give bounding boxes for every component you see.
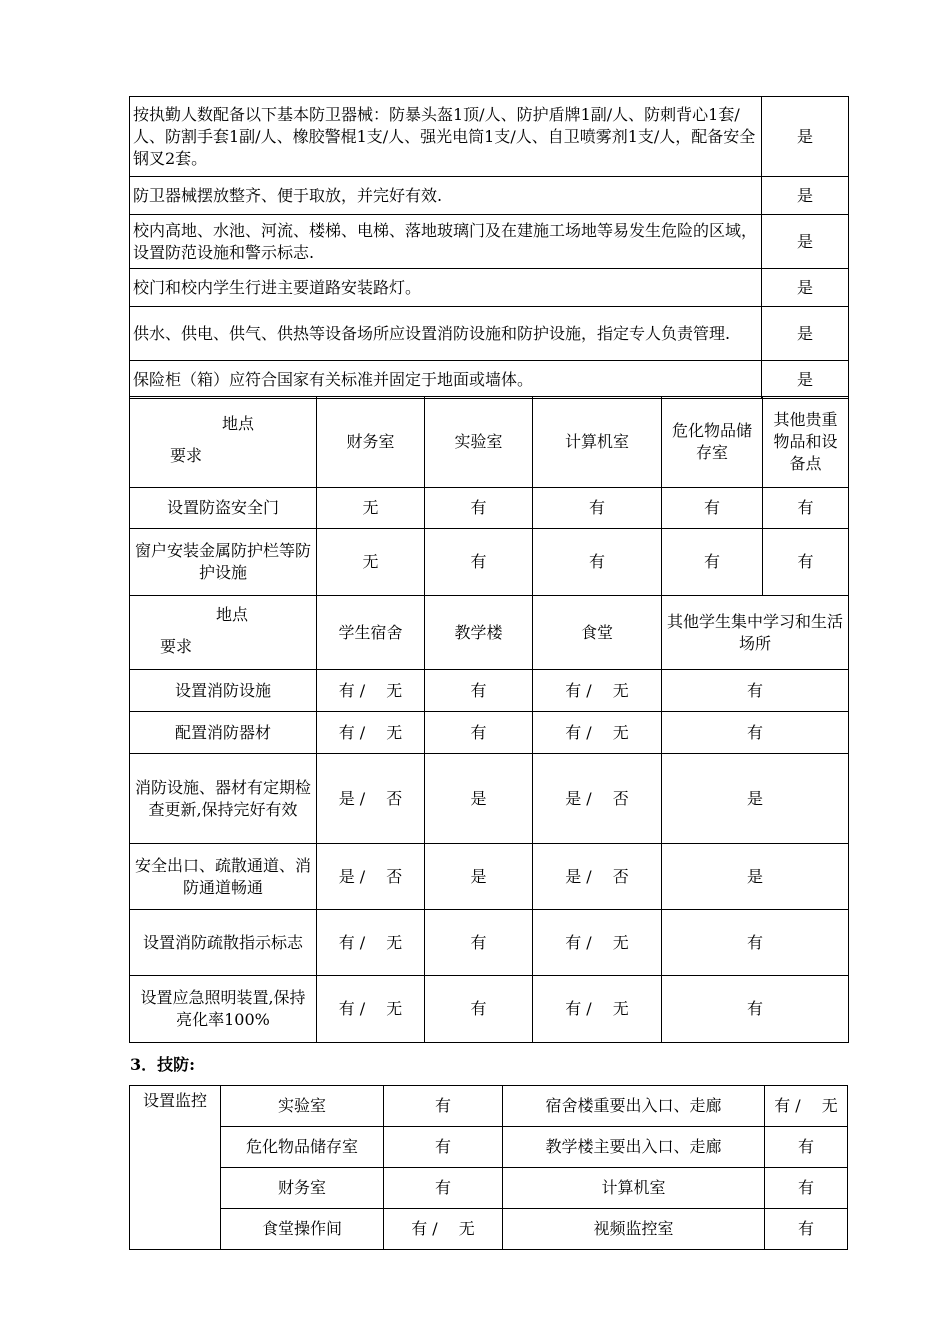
fire-protection-table [129,595,849,1043]
cell-value: 有 [662,670,849,712]
cell-value: 有 / 无 [317,712,425,754]
check-item-text: 供水、供电、供气、供热等设备场所应设置消防设施和防护设施，指定专人负责管理. [130,307,762,361]
cell-value: 是 / 否 [317,754,425,844]
cell-value: 有 / 无 [533,712,662,754]
cell-value: 有 [763,529,849,596]
table-row [130,1127,848,1168]
cell-value: 有 [533,529,662,596]
table-row [130,1168,848,1209]
checklist-row [130,269,849,307]
monitor-value: 有 / 无 [765,1086,848,1127]
cell-value: 有 / 无 [533,670,662,712]
checklist-row [130,97,849,177]
col-header: 财务室 [317,397,425,488]
monitor-value: 有 [765,1168,848,1209]
monitor-value: 有 [384,1168,503,1209]
fire-header-row [130,596,849,670]
header-requirement-label: 要求 [170,446,203,465]
table-row [130,976,849,1043]
col-header: 实验室 [425,397,533,488]
check-item-result: 是 [762,361,849,399]
cell-value: 有 [425,910,533,976]
row-label: 设置应急照明装置,保持亮化率100% [130,976,317,1043]
row-label: 安全出口、疏散通道、消防通道畅通 [130,844,317,910]
cell-value: 有 [425,488,533,529]
cell-value: 是 [662,844,849,910]
col-header: 其他学生集中学习和生活场所 [662,596,849,670]
row-label: 配置消防器材 [130,712,317,754]
header-location-label: 地点 [222,414,255,433]
table-row [130,529,849,596]
cell-value: 有 [662,488,763,529]
monitor-location: 计算机室 [503,1168,765,1209]
cell-value: 有 [533,488,662,529]
theft-protection-table [129,396,849,596]
cell-value: 有 [662,976,849,1043]
row-label: 设置消防设施 [130,670,317,712]
cell-value: 有 [425,976,533,1043]
check-item-text: 按执勤人数配备以下基本防卫器械：防暴头盔1顶/人、防护盾牌1副/人、防刺背心1套/人、防割手套1副/人、橡胶警棍1支/人、强光电筒1支/人、自卫喷雾剂1支/人，配备安全钢叉2套。 [130,97,762,177]
cell-value: 是 [425,754,533,844]
cell-value: 有 [662,529,763,596]
check-item-text: 校门和校内学生行进主要道路安装路灯。 [130,269,762,307]
header-corner [130,596,317,670]
cell-value: 有 [425,712,533,754]
cell-value: 有 / 无 [317,670,425,712]
table-row [130,754,849,844]
monitor-value: 有 [384,1086,503,1127]
cell-value: 有 [662,910,849,976]
cell-value: 是 / 否 [533,754,662,844]
check-item-result: 是 [762,269,849,307]
check-item-text: 保险柜（箱）应符合国家有关标准并固定于地面或墙体。 [130,361,762,399]
checklist-row [130,361,849,399]
cell-value: 有 / 无 [533,910,662,976]
monitor-location: 财务室 [221,1168,384,1209]
table-row [130,488,849,529]
monitor-value: 有 / 无 [384,1209,503,1250]
col-header: 食堂 [533,596,662,670]
table-row [130,844,849,910]
check-item-result: 是 [762,307,849,361]
theft-header-row [130,397,849,488]
check-item-result: 是 [762,177,849,215]
header-location-label: 地点 [216,605,249,624]
section-title: 3．技防: [130,1055,196,1074]
table-row [130,910,849,976]
monitor-location: 实验室 [221,1086,384,1127]
monitor-value: 有 [765,1209,848,1250]
cell-value: 有 [425,670,533,712]
checklist-row [130,215,849,269]
monitor-label: 设置监控 [130,1086,221,1250]
header-corner [130,397,317,488]
monitor-location: 食堂操作间 [221,1209,384,1250]
check-item-text: 防卫器械摆放整齐、便于取放，并完好有效. [130,177,762,215]
checklist-row [130,177,849,215]
col-header: 学生宿舍 [317,596,425,670]
row-label: 窗户安装金属防护栏等防护设施 [130,529,317,596]
cell-value: 有 / 无 [317,976,425,1043]
table-row [130,712,849,754]
col-header: 教学楼 [425,596,533,670]
row-label: 设置消防疏散指示标志 [130,910,317,976]
cell-value: 是 [425,844,533,910]
cell-value: 有 [763,488,849,529]
col-header: 其他贵重物品和设备点 [763,397,849,488]
table-row [130,1086,848,1127]
row-label: 消防设施、器材有定期检查更新,保持完好有效 [130,754,317,844]
monitor-value: 有 [384,1127,503,1168]
col-header: 计算机室 [533,397,662,488]
cell-value: 无 [317,488,425,529]
check-item-text: 校内高地、水池、河流、楼梯、电梯、落地玻璃门及在建施工场地等易发生危险的区域，设置防范设施和警示标志. [130,215,762,269]
cell-value: 有 [662,712,849,754]
cell-value: 有 [425,529,533,596]
check-item-result: 是 [762,215,849,269]
checklist-row [130,307,849,361]
cell-value: 是 / 否 [317,844,425,910]
monitor-value: 有 [765,1127,848,1168]
header-requirement-label: 要求 [160,637,193,656]
check-item-result: 是 [762,97,849,177]
row-label: 设置防盗安全门 [130,488,317,529]
monitoring-table [129,1085,848,1250]
cell-value: 是 / 否 [533,844,662,910]
cell-value: 无 [317,529,425,596]
monitor-location: 宿舍楼重要出入口、走廊 [503,1086,765,1127]
monitor-location: 视频监控室 [503,1209,765,1250]
cell-value: 有 / 无 [533,976,662,1043]
cell-value: 是 [662,754,849,844]
table-row [130,1209,848,1250]
table-row [130,670,849,712]
monitor-location: 危化物品储存室 [221,1127,384,1168]
cell-value: 有 / 无 [317,910,425,976]
monitor-location: 教学楼主要出入口、走廊 [503,1127,765,1168]
col-header: 危化物品储存室 [662,397,763,488]
checklist-table [129,96,849,399]
